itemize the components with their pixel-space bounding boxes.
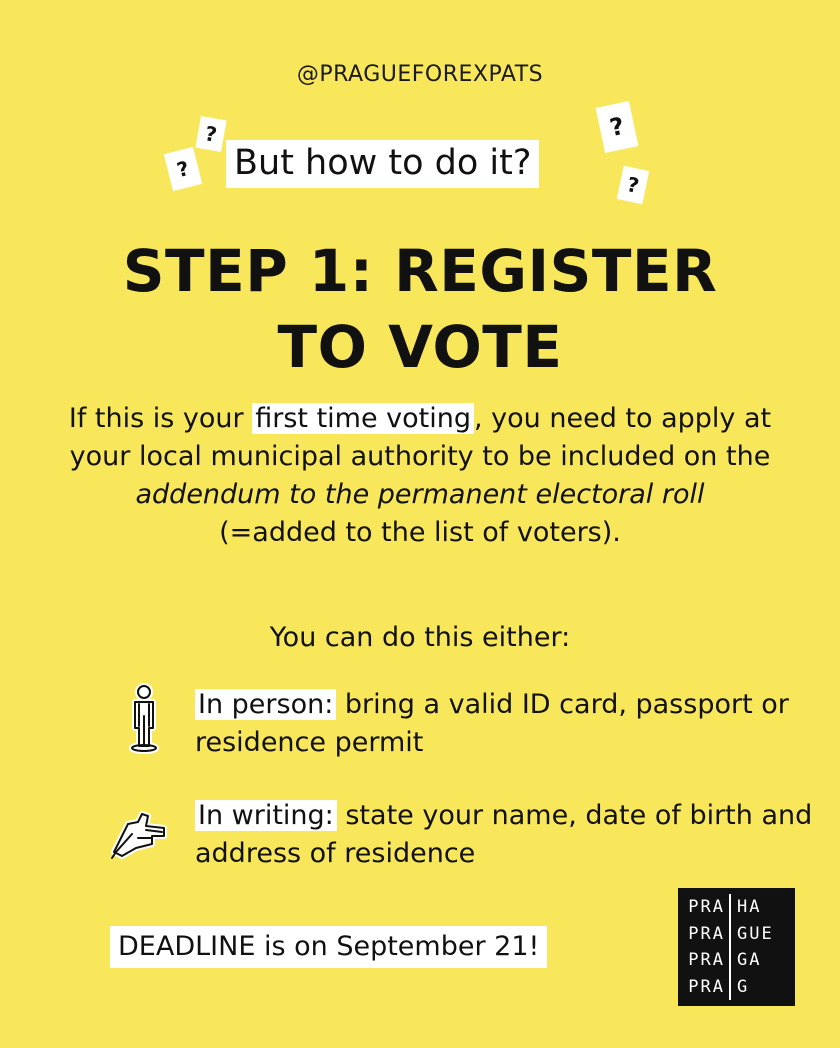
intro-text-3: (=added to the list of voters). [219, 517, 621, 548]
logo-right-3: GA [737, 950, 762, 971]
question-card-right-bottom: ? [617, 166, 650, 205]
option-label-in-writing: In writing: [195, 800, 337, 831]
page-title [0, 233, 840, 385]
title-line-2: TO VOTE [277, 313, 563, 381]
subtitle: But how to do it? [226, 140, 539, 188]
intro-italic: addendum to the permanent electoral roll [135, 479, 705, 510]
logo-right-4: G [737, 976, 750, 997]
question-card-left-bottom: ? [164, 147, 202, 191]
logo-right-2: GUE [737, 923, 774, 944]
logo-left-4: PRA [678, 974, 731, 1001]
intro-paragraph [40, 400, 800, 552]
option-in-person [195, 686, 815, 762]
option-text-in-person: bring a valid ID card, passport or residence permit [195, 689, 789, 758]
option-in-writing [195, 797, 815, 873]
options-lead: You can do this either: [269, 622, 571, 653]
deadline-note: DEADLINE is on September 21! [110, 926, 547, 968]
intro-highlight: first time voting [252, 403, 474, 434]
question-card-right-top: ? [596, 101, 639, 153]
instagram-handle: @PRAGUEFOREXPATS [296, 62, 544, 87]
logo-left-1: PRA [678, 894, 731, 921]
logo-right-1: HA [737, 897, 762, 918]
logo-left-3: PRA [678, 947, 731, 974]
option-label-in-person: In person: [195, 689, 336, 720]
praha-logo [678, 888, 795, 1006]
intro-text-1: If this is your [68, 403, 253, 434]
question-card-left-top: ? [195, 116, 226, 152]
hand-writing-icon [108, 796, 172, 868]
intro-text-2: , you need to apply at your local municipal authority to be included on the [69, 403, 772, 472]
person-icon [118, 682, 170, 754]
logo-left-2: PRA [678, 921, 731, 948]
option-text-in-writing: state your name, date of birth and address of residence [195, 800, 813, 869]
title-line-1: STEP 1: REGISTER [122, 237, 718, 305]
